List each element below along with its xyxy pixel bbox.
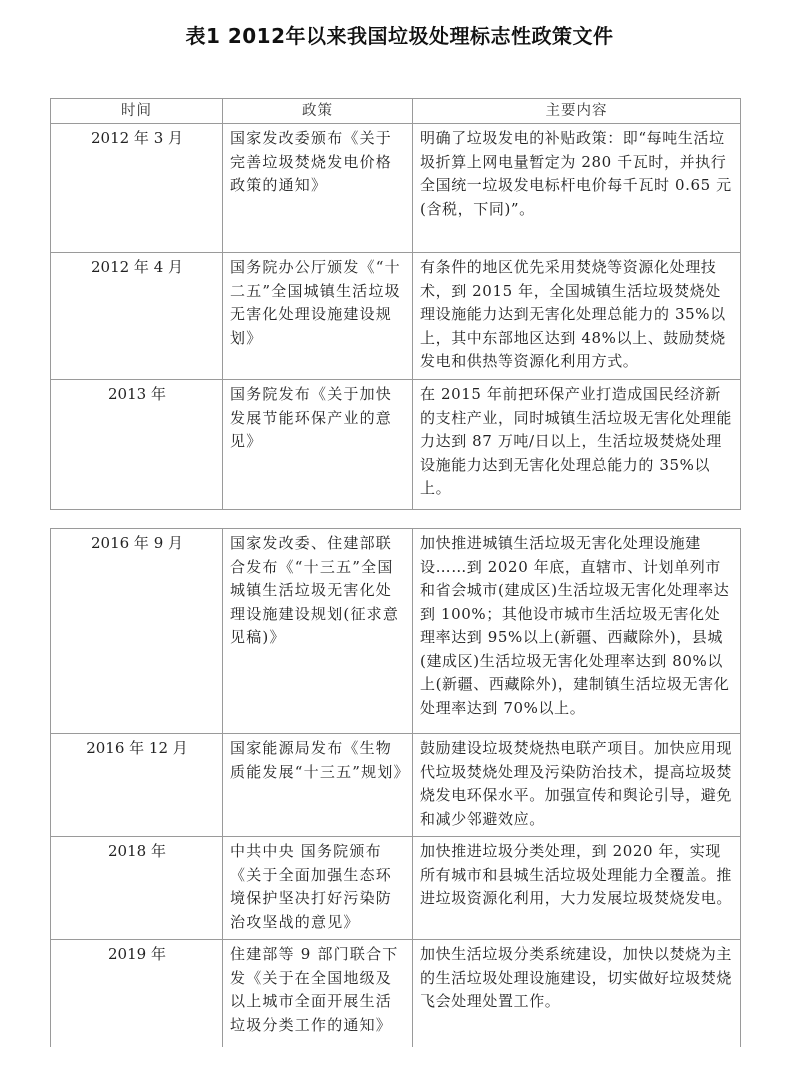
row-content: 在 2015 年前把环保产业打造成国民经济新的支柱产业，同时城镇生活垃圾无害化处理能力达到 87 万吨/日以上，生活垃圾焚烧处理设施能力达到无害化处理总能力的 35%以上。 xyxy=(413,380,741,510)
table-row xyxy=(51,380,741,510)
header-time: 时间 xyxy=(51,99,223,124)
row-time: 2012 年 3 月 xyxy=(51,124,223,253)
header-policy: 政策 xyxy=(223,99,413,124)
table-row xyxy=(51,529,741,734)
row-policy: 国务院发布《关于加快发展节能环保产业的意见》 xyxy=(223,380,413,510)
row-content: 明确了垃圾发电的补贴政策：即“每吨生活垃圾折算上网电量暂定为 280 千瓦时，并执行全国统一垃圾发电标杆电价每千瓦时 0.65 元(含税，下同)”。 xyxy=(413,124,741,253)
row-policy: 住建部等 9 部门联合下发《关于在全国地级及以上城市全面开展生活垃圾分类工作的通知》 xyxy=(223,940,413,1047)
policy-table-part-2 xyxy=(50,528,741,1047)
table-row xyxy=(51,734,741,837)
row-policy: 国家发改委、住建部联合发布《“十三五”全国城镇生活垃圾无害化处理设施建设规划(征求意见稿)》 xyxy=(223,529,413,734)
row-time: 2012 年 4 月 xyxy=(51,253,223,380)
row-time: 2019 年 xyxy=(51,940,223,1047)
header-content: 主要内容 xyxy=(413,99,741,124)
table-row xyxy=(51,253,741,380)
table-row xyxy=(51,940,741,1047)
row-policy: 国家发改委颁布《关于完善垃圾焚烧发电价格政策的通知》 xyxy=(223,124,413,253)
page-title: 表1 2012年以来我国垃圾处理标志性政策文件 xyxy=(185,24,614,48)
row-content: 加快推进城镇生活垃圾无害化处理设施建设……到 2020 年底，直辖市、计划单列市和省会城市(建成区)生活垃圾无害化处理率达到 100%；其他设市城市生活垃圾无害化处理率达到 95%以上(新疆、西藏除外)，县城(建成区)生活垃圾无害化处理率达到 80%以上(新疆、西藏除外)，建制镇生活垃圾无害化处理率达到 70%以上。 xyxy=(413,529,741,734)
row-policy: 国家能源局发布《生物质能发展“十三五”规划》 xyxy=(223,734,413,837)
row-content: 加快推进垃圾分类处理，到 2020 年，实现所有城市和县城生活垃圾处理能力全覆盖。推进垃圾资源化利用，大力发展垃圾焚烧发电。 xyxy=(413,837,741,940)
row-time: 2018 年 xyxy=(51,837,223,940)
row-time: 2016 年 9 月 xyxy=(51,529,223,734)
row-policy: 国务院办公厅颁发《“十二五”全国城镇生活垃圾无害化处理设施建设规划》 xyxy=(223,253,413,380)
table-row xyxy=(51,124,741,253)
row-content: 加快生活垃圾分类系统建设，加快以焚烧为主的生活垃圾处理设施建设，切实做好垃圾焚烧飞会处理处置工作。 xyxy=(413,940,741,1047)
policy-table-part-1 xyxy=(50,98,741,510)
row-time: 2016 年 12 月 xyxy=(51,734,223,837)
table-row xyxy=(51,837,741,940)
row-time: 2013 年 xyxy=(51,380,223,510)
table-header-row xyxy=(51,99,741,124)
row-content: 鼓励建设垃圾焚烧热电联产项目。加快应用现代垃圾焚烧处理及污染防治技术，提高垃圾焚烧发电环保水平。加强宣传和舆论引导，避免和减少邻避效应。 xyxy=(413,734,741,837)
row-policy: 中共中央 国务院颁布《关于全面加强生态环境保护坚决打好污染防治攻坚战的意见》 xyxy=(223,837,413,940)
row-content: 有条件的地区优先采用焚烧等资源化处理技术，到 2015 年，全国城镇生活垃圾焚烧处理设施能力达到无害化处理总能力的 35%以上，其中东部地区达到 48%以上、鼓励焚烧发电和供热等资源化利用方式。 xyxy=(413,253,741,380)
